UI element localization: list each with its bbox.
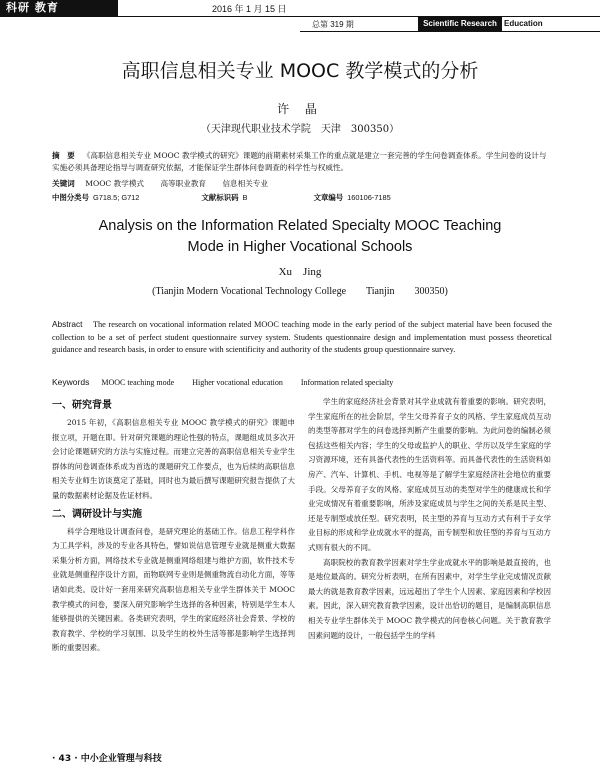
keywords-en [52,377,552,387]
classification-row [52,192,552,203]
body-paragraph: 高职院校的教育教学因素对学生学业成就水平的影响是最直接的，也是地位最高的。研究分析表明，在所有因素中，对学生学业完成情况贡献最大的就是教育教学因素，远远超出了学生个人因素、家庭因素和学校因素。因此，深入研究教育教学因素，设计出恰切的题目，是编制高职信息相关专业学生群体关于 MOOC 教学模式的问卷核心问题。关于教育教学因素问题的设计，一般包括学生的学科 [308,557,551,640]
title-en-line: Mode in Higher Vocational Schools [187,239,413,255]
issue-number: 总第 319 期 [312,20,354,29]
article-id-value: 160106-7185 [347,193,391,202]
abstract-cn-text: 《高职信息相关专业 MOOC 教学模式的研究》课题的前期素材采集工作的重点就是建立一套完善的学生问卷调查体系。学生问卷的设计与实施必须具备理论指导与调查研究依据，才能保证学生群体问卷调查的科学性与权威性。 [52,151,547,172]
abstract-en-label: Abstract [52,319,83,329]
article-id-label: 文章编号 [313,193,344,202]
body-paragraph: 学生的家庭经济社会背景对其学业成就有着重要的影响。研究表明，学生家庭所在的社会阶层，学生父母养育子女的风格、学生家庭成员互动的类型等都对学生的问卷选择判断产生重要的影响。为此问卷的编制必须包括这些相关内容；学生的父母或监护人的职业、学历以及学生家庭的学习资源环境，还有具备代表性的生活资料等。而具备代表性的生活资料如房产、汽车、计算机、手机、电视等是了解学生家庭经济社会地位的重要手段。父母养育子女的风格、家庭成员互动的类型对学生的健康成长和学业完成情况有着重要影响，所涉及家庭成员与学生之间的关系是民主型、还是专制型或放任型。研究表明，民主型的养育与互动方式有利于子女学业目标的形成和学业成就水平的提高，而专制型和放任型的养育与互动方式则有很大的不同。 [308,397,551,552]
abstract-cn-label: 摘 要 [52,151,75,160]
article-title-cn: 高职信息相关专业 MOOC 教学模式的分析 [121,60,479,82]
doc-code-value: B [242,193,248,202]
title-en-line: Analysis on the Information Related Specialty MOOC Teaching [98,218,502,234]
header-rule-secondary [300,31,600,32]
abstract-en-text: The research on vocational information related MOOC teaching mode in the early period of the subject material have been focused the collection to be a set of perfect student questionnaire survey system. Students questionnaire design and implementation must possess theoretical guidance and research basis, in order to ensure with scientificity and authority of the students group questionnaire survey. [52,320,552,354]
doc-code-label: 文献标识码 [201,193,239,202]
clc-value: G718.5; G712 [92,193,140,202]
keywords-cn-label: 关键词 [52,179,75,188]
body-column-left [52,395,295,656]
body-paragraph: 2015 年初，《高职信息相关专业 MOOC 教学模式的研究》课题申报立项，开题在即。针对研究课题的理论性强的特点，课题组成员多次开会讨论课题研究的方法与实施过程。而建立完善的高职信息相关专业学生群体的问卷调查体系成为首选的课题研究工作要点，也为后续的高职信息相关专业师生访谈奠定了基础，同时也为最后撰写课题研究报告提供了大量的数据素材论据及佐证材料。 [52,418,295,500]
issue-date: 2016 年 1 月 15 日 [212,4,287,14]
body-paragraph: 科学合理地设计调查问卷，是研究理论的基础工作。信息工程学科作为工具学科，涉及的专业各具特色，譬如说信息管理专业就是侧重大数据采集分析方面，网络技术专业就是侧重网络组建与维护方面，软件技术专业就是侧重程序设计方面，而物联网专业则是侧重物流自动化方面，等等诸如此类。设计好一套用来研究高职信息相关专业学生群体关于 MOOC 教学模式的问卷，要深入研究影响学生选择的各种因素，特别是学生本人能够提供的关键因素。各类研究表明，学生的家庭经济社会背景、学校的教育教学、学校的学习氛围、以及学生的校外生活等都是影响学生选择判断的重要因素。 [52,526,295,653]
keywords-en-label: Keywords [52,377,90,387]
keyword-cn-item: 高等职业教育 [160,179,207,188]
keyword-en-item: Higher vocational education [192,378,283,387]
article-title-en [60,216,540,258]
body-column-right [308,395,551,643]
abstract-cn [52,150,552,174]
keyword-cn-item: 信息相关专业 [222,179,268,188]
journal-brand: 科研 教育 [0,0,118,16]
keyword-en-item: MOOC teaching mode [101,378,175,387]
page-footer: · 43 · 中小企业管理与科技 [52,754,162,764]
keyword-cn-item: MOOC 教学模式 [85,179,145,188]
section-tag: Scientific Research [418,16,502,31]
abstract-en [52,318,552,357]
affiliation-cn: （天津现代职业技术学院 天津 300350） [200,124,400,135]
affiliation-en: (Tianjin Modern Vocational Technology College Tianjin 300350) [152,286,448,297]
section-heading: 二、调研设计与实施 [52,508,142,520]
author-en: Xu Jing [278,266,322,278]
keyword-en-item: Information related specialty [300,378,394,387]
keywords-cn [52,178,552,190]
section-tag-secondary: Education [504,19,543,28]
section-heading: 一、研究背景 [52,400,112,411]
clc-label: 中图分类号 [52,193,89,202]
author-cn: 许 晶 [277,102,323,116]
